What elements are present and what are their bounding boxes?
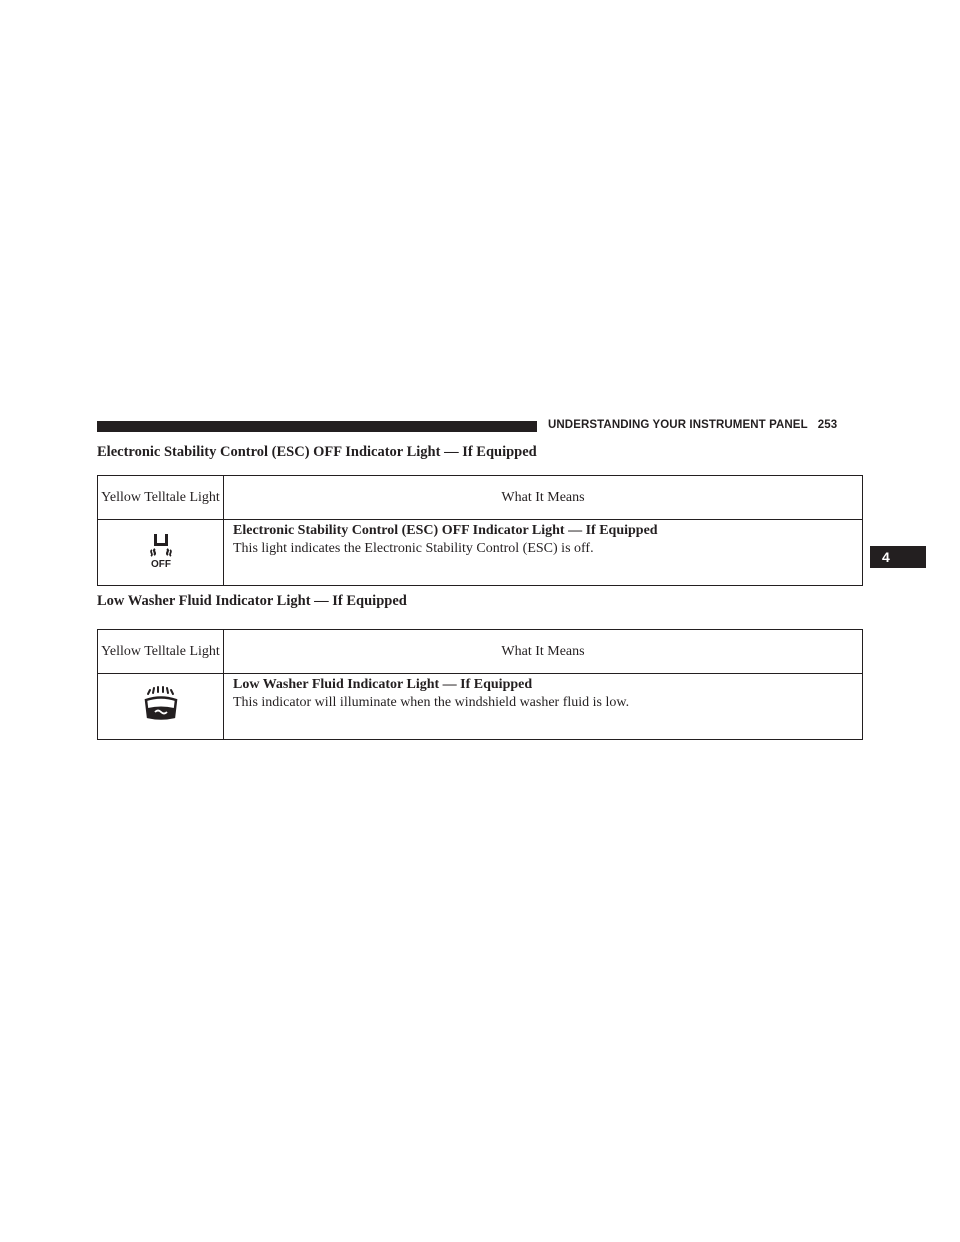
telltale-table-washer-fluid [97, 629, 863, 740]
icon-cell [98, 674, 224, 740]
row-text: This light indicates the Electronic Stability Control (ESC) is off. [233, 541, 594, 556]
header-rule [97, 421, 537, 432]
svg-text:OFF: OFF [150, 559, 171, 570]
column-header-telltale: Yellow Telltale Light [98, 476, 224, 520]
row-title: Low Washer Fluid Indicator Light — If Equipped [233, 677, 533, 692]
table-row [98, 674, 863, 740]
page-number: 253 [817, 419, 838, 431]
row-title: Electronic Stability Control (ESC) OFF Indicator Light — If Equipped [233, 523, 658, 538]
table-header-row [98, 476, 863, 520]
column-header-telltale: Yellow Telltale Light [98, 630, 224, 674]
column-header-meaning: What It Means [224, 476, 863, 520]
description-cell [224, 520, 863, 586]
icon-cell [98, 520, 224, 586]
table-header-row [98, 630, 863, 674]
header-title: UNDERSTANDING YOUR INSTRUMENT PANEL [548, 419, 808, 431]
section-title-washer-fluid: Low Washer Fluid Indicator Light — If Equipped [97, 593, 407, 609]
table-row [98, 520, 863, 586]
washer-fluid-icon [141, 684, 181, 724]
section-title-esc-off: Electronic Stability Control (ESC) OFF Indicator Light — If Equipped [97, 444, 537, 460]
row-text: This indicator will illuminate when the windshield washer fluid is low. [233, 695, 630, 710]
column-header-meaning: What It Means [224, 630, 863, 674]
running-header [548, 419, 868, 431]
esc-off-icon [144, 530, 178, 570]
description-cell [224, 674, 863, 740]
chapter-tab: 4 [870, 546, 926, 568]
telltale-table-esc-off [97, 475, 863, 586]
